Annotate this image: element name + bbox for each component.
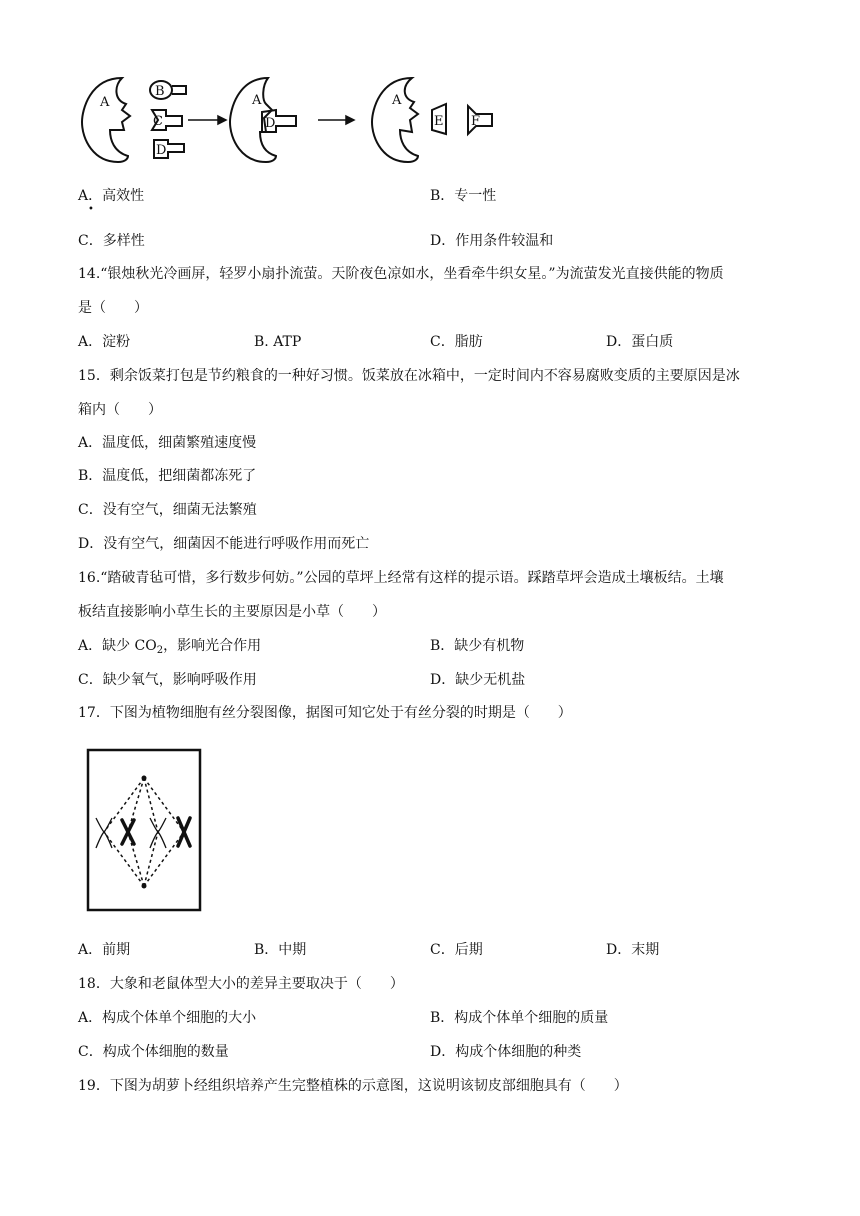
q18-option-c: C．构成个体细胞的数量: [78, 1044, 229, 1060]
q13-option-a: A．高效性: [78, 188, 145, 204]
stray-dot: •: [88, 204, 94, 215]
q16-option-a: [78, 636, 261, 661]
q16-option-d: D．缺少无机盐: [430, 672, 526, 688]
q19-stem: 19．下图为胡萝卜经组织培养产生完整植株的示意图，这说明该韧皮部细胞具有（ ）: [78, 1078, 628, 1094]
mitosis-cell-figure: [86, 748, 204, 914]
q16-option-a-post: ，影响光合作用: [163, 638, 262, 654]
q17-option-d: D．末期: [606, 942, 660, 958]
q13-option-b: B．专一性: [430, 188, 497, 204]
q15-option-d: D．没有空气，细菌因不能进行呼吸作用而死亡: [78, 536, 370, 552]
label-f: F: [471, 114, 481, 129]
q16-option-a-pre: A．缺少 CO: [78, 638, 157, 654]
q15-stem-line1: 15．剩余饭菜打包是节约粮食的一种好习惯。饭菜放在冰箱中，一定时间内不容易腐败变质的主要原因是冰: [78, 368, 740, 384]
q16-option-b: B．缺少有机物: [430, 638, 525, 654]
q16-option-c: C．缺少氧气，影响呼吸作用: [78, 672, 257, 688]
q14-option-c: C．脂肪: [430, 334, 483, 350]
q13-option-d: D．作用条件较温和: [430, 233, 554, 249]
label-a1: A: [100, 95, 110, 110]
q14-stem-line1: 14.“银烛秋光冷画屏，轻罗小扇扑流萤。天阶夜色凉如水，坐看牵牛织女星。”为流萤发光直接供能的物质: [78, 266, 724, 282]
q15-option-a: A．温度低，细菌繁殖速度慢: [78, 435, 257, 451]
q15-option-b: B．温度低，把细菌都冻死了: [78, 468, 257, 484]
label-a2: A: [252, 93, 262, 108]
label-d2: D: [265, 116, 276, 131]
q14-option-b: B. ATP: [254, 334, 302, 350]
q18-option-b: B．构成个体单个细胞的质量: [430, 1010, 609, 1026]
q18-option-a: A．构成个体单个细胞的大小: [78, 1010, 257, 1026]
label-e: E: [434, 114, 444, 129]
q17-stem: 17．下图为植物细胞有丝分裂图像，据图可知它处于有丝分裂的时期是（ ）: [78, 705, 572, 721]
label-a3: A: [392, 93, 402, 108]
q17-option-a: A．前期: [78, 942, 131, 958]
q14-option-a: A．淀粉: [78, 334, 131, 350]
q16-stem-line2: 板结直接影响小草生长的主要原因是小草（ ）: [78, 604, 386, 620]
q18-option-d: D．构成个体细胞的种类: [430, 1044, 582, 1060]
q17-option-c: C．后期: [430, 942, 483, 958]
q14-option-d: D．蛋白质: [606, 334, 674, 350]
q16-option-a-subscript: 2: [156, 645, 164, 656]
q17-option-b: B．中期: [254, 942, 307, 958]
q18-stem: 18．大象和老鼠体型大小的差异主要取决于（ ）: [78, 976, 404, 992]
label-d1: D: [156, 143, 167, 158]
label-b: B: [155, 84, 165, 99]
q16-stem-line1: 16.“踏破青毡可惜，多行数步何妨。”公园的草坪上经常有这样的提示语。踩踏草坪会造成土壤板结。土壤: [78, 570, 724, 586]
q15-option-c: C．没有空气，细菌无法繁殖: [78, 502, 257, 518]
label-c: C: [153, 114, 163, 129]
q15-stem-line2: 箱内（ ）: [78, 402, 162, 418]
enzyme-specificity-figure: [70, 70, 510, 170]
q14-stem-line2: 是（ ）: [78, 300, 148, 316]
q13-option-c: C．多样性: [78, 233, 145, 249]
